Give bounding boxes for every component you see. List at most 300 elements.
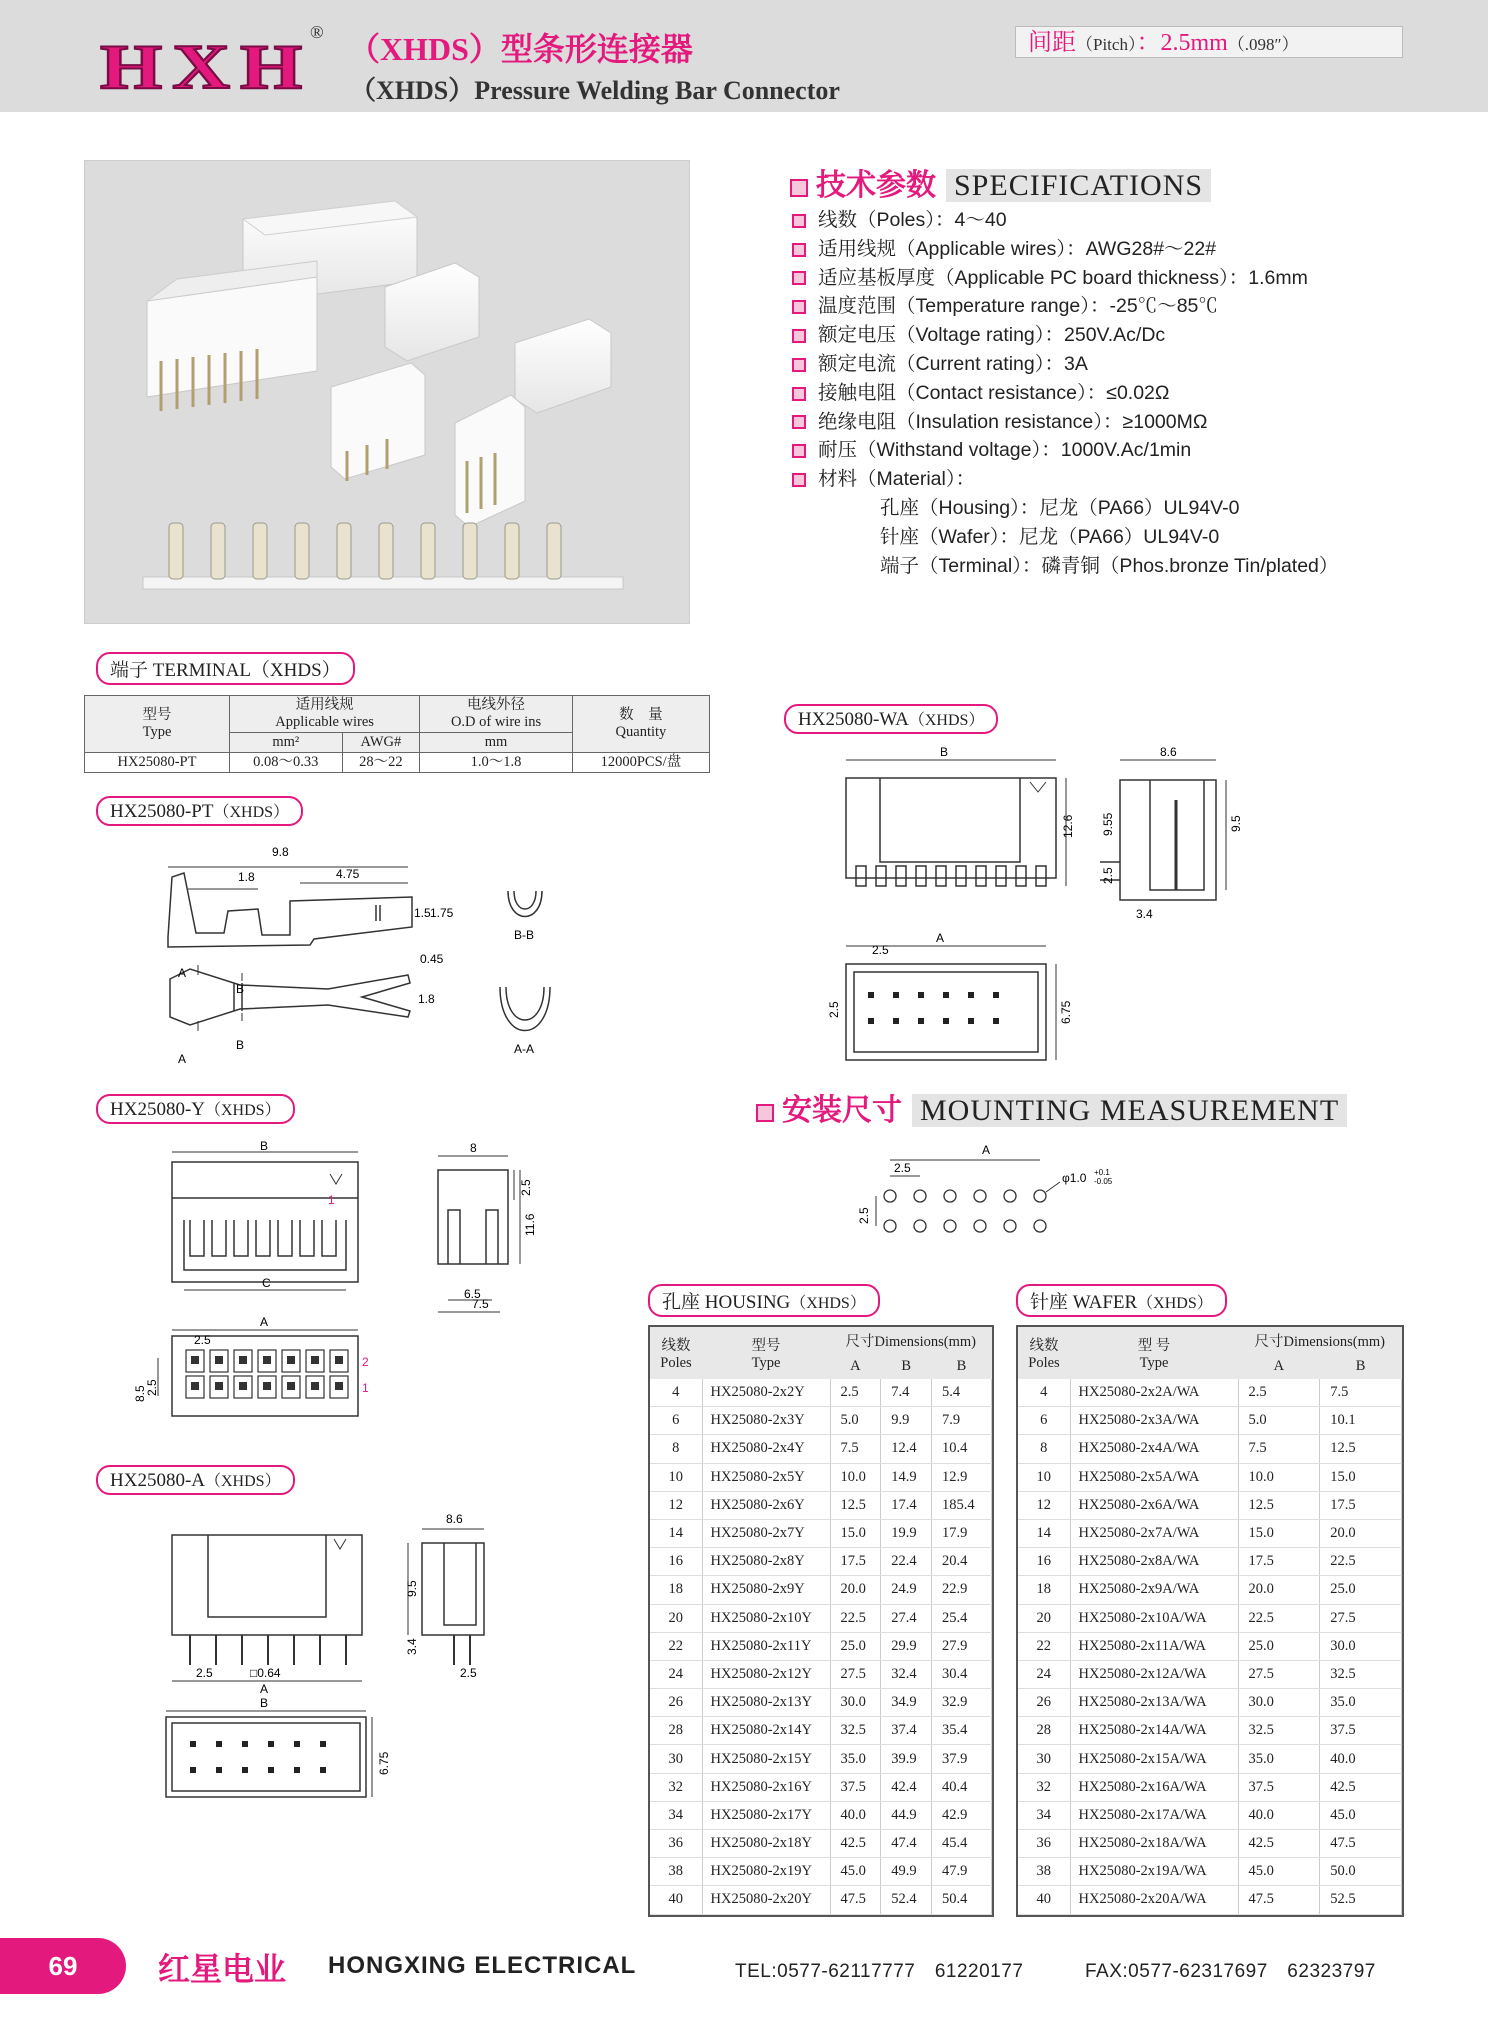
table-cell: 18 (650, 1576, 702, 1604)
section-label: A-A (514, 1042, 535, 1056)
table-cell: 27.5 (1320, 1604, 1402, 1632)
table-cell: 38 (650, 1858, 702, 1886)
header-od: 电线外径 O.D of wire ins (420, 696, 573, 733)
dim-label: 9.5 (1229, 815, 1243, 832)
table-cell: 30.0 (830, 1689, 881, 1717)
table-cell: 32.5 (1320, 1660, 1402, 1688)
table-cell: 36 (1018, 1830, 1070, 1858)
table-cell: 7.9 (932, 1407, 992, 1435)
table-cell: 8 (650, 1435, 702, 1463)
table-cell: 7.5 (830, 1435, 881, 1463)
brand-logo: HXH (100, 31, 313, 102)
dim-label: 1.5 (414, 906, 431, 920)
spec-item: 接触电阻（Contact resistance）：≤0.02Ω (792, 379, 1338, 408)
table-cell: HX25080-2x20Y (702, 1886, 830, 1914)
table-cell: HX25080-2x6Y (702, 1491, 830, 1519)
header-poles: 线数 Poles (1018, 1327, 1070, 1379)
table-cell: 12.4 (881, 1435, 932, 1463)
table-cell: 14 (650, 1519, 702, 1547)
table-cell: 25.0 (1320, 1576, 1402, 1604)
dim-label: B (940, 745, 949, 759)
table-cell: 10.0 (1238, 1463, 1320, 1491)
table-row (650, 1463, 992, 1491)
table-cell: HX25080-2x10Y (702, 1604, 830, 1632)
table-cell: 22.5 (1238, 1604, 1320, 1632)
table-cell: 17.5 (1238, 1548, 1320, 1576)
wafer-label: 针座 WAFER（XHDS） (1016, 1284, 1227, 1317)
dim-label: 3.4 (405, 1638, 419, 1655)
table-cell: 22.5 (830, 1604, 881, 1632)
table-row (1018, 1435, 1402, 1463)
table-cell: 19.9 (881, 1519, 932, 1547)
table-cell: 37.4 (881, 1717, 932, 1745)
table-row (1018, 1689, 1402, 1717)
table-cell: HX25080-2x6A/WA (1070, 1491, 1238, 1519)
square-bullet-icon (792, 300, 806, 314)
table-cell: HX25080-2x4A/WA (1070, 1435, 1238, 1463)
pitch-label-en: （Pitch） (1076, 35, 1137, 54)
wafer-table (1018, 1327, 1402, 1915)
pitch-inch: （.098″） (1227, 35, 1299, 54)
table-cell: 42.5 (1238, 1830, 1320, 1858)
table-cell: 47.5 (830, 1886, 881, 1914)
table-cell: 15.0 (1320, 1463, 1402, 1491)
housing-table (650, 1327, 992, 1915)
table-cell: 39.9 (881, 1745, 932, 1773)
dim-label: 2.5 (519, 1179, 533, 1196)
square-bullet-icon (792, 271, 806, 285)
table-cell: 26 (650, 1689, 702, 1717)
table-row (1018, 1407, 1402, 1435)
table-cell: HX25080-2x5A/WA (1070, 1463, 1238, 1491)
table-cell: HX25080-2x7A/WA (1070, 1519, 1238, 1547)
table-row (650, 1491, 992, 1519)
table-cell: HX25080-2x3A/WA (1070, 1407, 1238, 1435)
dim-label: B (260, 1696, 269, 1710)
dim-label: C (262, 1276, 271, 1290)
dim-label: 2.5 (460, 1666, 477, 1680)
section-marker: A (178, 966, 187, 980)
dim-label: 8.6 (446, 1512, 463, 1526)
housing-label: 孔座 HOUSING（XHDS） (648, 1284, 880, 1317)
company-name-cn: 红星电业 (158, 1950, 287, 1988)
specification-list (792, 206, 1338, 580)
table-cell: 50.0 (1320, 1858, 1402, 1886)
table-row (1018, 1548, 1402, 1576)
table-cell: 4 (1018, 1379, 1070, 1407)
table-cell: 5.4 (932, 1379, 992, 1407)
table-cell: HX25080-2x11Y (702, 1632, 830, 1660)
dim-label: 8.5 (133, 1385, 147, 1402)
dim-label: A (260, 1315, 269, 1329)
table-cell: HX25080-2x12A/WA (1070, 1660, 1238, 1688)
table-cell: 14.9 (881, 1463, 932, 1491)
table-cell: 10 (650, 1463, 702, 1491)
header-a: A (830, 1353, 881, 1379)
table-cell: 16 (650, 1548, 702, 1576)
table-cell: 12.5 (1320, 1435, 1402, 1463)
section-marker: B (236, 1038, 245, 1052)
table-row (1018, 1491, 1402, 1519)
table-row (650, 1773, 992, 1801)
terminal-label: 端子 TERMINAL（XHDS） (96, 652, 355, 685)
table-cell: HX25080-2x4Y (702, 1435, 830, 1463)
table-cell: 2.5 (830, 1379, 881, 1407)
table-cell: 32.5 (830, 1717, 881, 1745)
table-cell: HX25080-2x11A/WA (1070, 1632, 1238, 1660)
page-number: 69 (0, 1938, 126, 1994)
header-dimensions: 尺寸Dimensions(mm) (1238, 1327, 1402, 1353)
dim-tolerance: +0.1 (1094, 1168, 1110, 1177)
header-type: 型号 Type (702, 1327, 830, 1379)
table-cell: 14 (1018, 1519, 1070, 1547)
table-cell: HX25080-2x12Y (702, 1660, 830, 1688)
row-number: 1 (362, 1381, 369, 1395)
table-cell: HX25080-2x9Y (702, 1576, 830, 1604)
fax: FAX:0577-62317697 62323797 (1085, 1961, 1376, 1982)
table-cell: 20.4 (932, 1548, 992, 1576)
mounting-heading (756, 1085, 1347, 1129)
table-cell: 32.5 (1238, 1717, 1320, 1745)
table-cell: 30 (650, 1745, 702, 1773)
table-cell: 40.0 (830, 1801, 881, 1829)
table-row (650, 1858, 992, 1886)
table-cell: 12.5 (830, 1491, 881, 1519)
dim-label: 9.55 (1101, 812, 1115, 836)
table-cell: 10.4 (932, 1435, 992, 1463)
pt-label: HX25080-PT（XHDS） (96, 796, 303, 826)
table-cell: HX25080-2x19Y (702, 1858, 830, 1886)
table-cell: 35.0 (830, 1745, 881, 1773)
square-bullet-icon (792, 358, 806, 372)
table-cell: 40 (650, 1886, 702, 1914)
dim-label: A (982, 1143, 991, 1157)
pitch-sep: ： (1136, 30, 1161, 56)
table-cell: 42.4 (881, 1773, 932, 1801)
table-cell: 52.5 (1320, 1886, 1402, 1914)
table-cell: 17.5 (830, 1548, 881, 1576)
y-drawing (130, 1140, 550, 1430)
header-mm: mm (420, 733, 573, 753)
dim-label: 1.75 (430, 906, 454, 920)
table-cell: 40.0 (1320, 1745, 1402, 1773)
dim-label: φ1.0 (1062, 1171, 1087, 1185)
table-row (650, 1689, 992, 1717)
table-cell: 52.4 (881, 1886, 932, 1914)
table-cell: 25.4 (932, 1604, 992, 1632)
table-cell: 30.4 (932, 1660, 992, 1688)
dim-label: 2.5 (145, 1379, 159, 1396)
table-cell: 42.9 (932, 1801, 992, 1829)
product-photo-illustration (85, 161, 689, 623)
header-type: 型 号 Type (1070, 1327, 1238, 1379)
table-cell: 17.5 (1320, 1491, 1402, 1519)
header-quantity: 数 量 Quantity (572, 696, 709, 753)
table-cell: HX25080-2x8A/WA (1070, 1548, 1238, 1576)
dim-label: B (260, 1140, 269, 1153)
table-cell: 37.9 (932, 1745, 992, 1773)
table-row (650, 1519, 992, 1547)
telephone: TEL:0577-62117777 61220177 (735, 1961, 1024, 1982)
table-row (650, 1886, 992, 1914)
registered-mark: ® (310, 22, 324, 42)
header-b: B (881, 1353, 932, 1379)
table-row (650, 1435, 992, 1463)
table-cell: 40 (1018, 1886, 1070, 1914)
wa-label: HX25080-WA（XHDS） (784, 704, 998, 734)
table-cell: 35.0 (1238, 1745, 1320, 1773)
square-bullet-icon (792, 214, 806, 228)
table-cell: 5.0 (830, 1407, 881, 1435)
table-cell: HX25080-2x15Y (702, 1745, 830, 1773)
table-cell: 20 (1018, 1604, 1070, 1632)
table-cell: 47.9 (932, 1858, 992, 1886)
table-row (650, 1660, 992, 1688)
spec-item: 适用线规（Applicable wires）：AWG28#～22# (792, 235, 1338, 264)
table-row (650, 1632, 992, 1660)
table-cell: 32.9 (932, 1689, 992, 1717)
table-cell: 45.0 (1238, 1858, 1320, 1886)
table-cell: 35.4 (932, 1717, 992, 1745)
spec-title-en: SPECIFICATIONS (946, 169, 1211, 202)
dim-label: 0.45 (420, 952, 444, 966)
table-cell: 10.1 (1320, 1407, 1402, 1435)
table-cell: 44.9 (881, 1801, 932, 1829)
table-cell: HX25080-2x3Y (702, 1407, 830, 1435)
wa-drawing (820, 740, 1290, 1080)
table-cell: 22.4 (881, 1548, 932, 1576)
table-cell: HX25080-2x18Y (702, 1830, 830, 1858)
mounting-title-cn: 安装尺寸 (782, 1094, 902, 1127)
dim-label: 8 (470, 1141, 477, 1155)
table-cell: 20.0 (1238, 1576, 1320, 1604)
square-bullet-icon (792, 387, 806, 401)
dim-label: 2.5 (894, 1161, 911, 1175)
table-cell: 42.5 (1320, 1773, 1402, 1801)
dim-label: □0.64 (250, 1666, 281, 1680)
table-cell: 30 (1018, 1745, 1070, 1773)
table-cell: 16 (1018, 1548, 1070, 1576)
table-row (1018, 1858, 1402, 1886)
company-name-en: HONGXING ELECTRICAL (328, 1952, 637, 1979)
table-cell: 7.4 (881, 1379, 932, 1407)
table-cell: 12 (650, 1491, 702, 1519)
table-cell: 6 (650, 1407, 702, 1435)
table-row (650, 1379, 992, 1407)
table-cell: 4 (650, 1379, 702, 1407)
dim-label: 1.8 (418, 992, 435, 1006)
table-cell: 2.5 (1238, 1379, 1320, 1407)
title-chinese: （XHDS）型条形连接器 (348, 31, 693, 67)
table-cell: 22 (650, 1632, 702, 1660)
pitch-label-cn: 间距 (1028, 30, 1076, 56)
table-cell: HX25080-2x14A/WA (1070, 1717, 1238, 1745)
table-cell: 7.5 (1320, 1379, 1402, 1407)
table-cell: 10 (1018, 1463, 1070, 1491)
table-cell: 30.0 (1320, 1632, 1402, 1660)
table-cell: 22 (1018, 1632, 1070, 1660)
table-cell: 28 (1018, 1717, 1070, 1745)
dim-label: 9.8 (272, 845, 289, 859)
table-row (650, 1604, 992, 1632)
table-row (650, 1801, 992, 1829)
header-b2: B (932, 1353, 992, 1379)
dim-label: 2.5 (872, 943, 889, 957)
table-cell: HX25080-2x15A/WA (1070, 1745, 1238, 1773)
dim-label: 6.75 (377, 1751, 391, 1775)
spec-item: 线数（Poles）：4～40 (792, 206, 1338, 235)
table-cell: 36 (650, 1830, 702, 1858)
dim-label: 8.6 (1160, 745, 1177, 759)
table-cell: 8 (1018, 1435, 1070, 1463)
header-mm2: mm² (230, 733, 343, 753)
terminal-drawing (150, 835, 580, 1065)
table-cell: HX25080-2x9A/WA (1070, 1576, 1238, 1604)
pitch-box (1015, 26, 1403, 58)
table-cell: 45.0 (830, 1858, 881, 1886)
square-bullet-icon (792, 473, 806, 487)
mounting-title-en: MOUNTING MEASUREMENT (912, 1094, 1347, 1127)
table-cell: 10.0 (830, 1463, 881, 1491)
housing-table-box (648, 1325, 994, 1917)
table-row (1018, 1632, 1402, 1660)
dim-label: 2.5 (1101, 867, 1115, 884)
table-cell: HX25080-2x17Y (702, 1801, 830, 1829)
table-cell: 30.0 (1238, 1689, 1320, 1717)
header-wires: 适用线规 Applicable wires (230, 696, 420, 733)
section-label: B-B (514, 928, 535, 942)
table-cell: 20 (650, 1604, 702, 1632)
table-cell: 12 (1018, 1491, 1070, 1519)
table-cell: 32 (1018, 1773, 1070, 1801)
table-row (1018, 1463, 1402, 1491)
table-row (650, 1830, 992, 1858)
table-cell: 29.9 (881, 1632, 932, 1660)
table-row (650, 1407, 992, 1435)
table-row (1018, 1717, 1402, 1745)
table-cell: HX25080-2x19A/WA (1070, 1858, 1238, 1886)
a-drawing (150, 1505, 540, 1805)
section-marker: B (236, 982, 245, 996)
spec-item: 温度范围（Temperature range）：-25℃～85℃ (792, 292, 1338, 321)
table-cell: HX25080-2x2Y (702, 1379, 830, 1407)
header-type: 型号 Type (85, 696, 230, 753)
table-cell: 15.0 (1238, 1519, 1320, 1547)
table-row: HX25080-PT 0.08～0.33 28～22 1.0～1.8 12000PCS/盘 (85, 753, 710, 773)
table-row (650, 1548, 992, 1576)
table-cell: 9.9 (881, 1407, 932, 1435)
square-bullet-icon (756, 1104, 774, 1122)
table-cell: 24 (650, 1660, 702, 1688)
dim-label: 1.8 (238, 870, 255, 884)
table-cell: 12.9 (932, 1463, 992, 1491)
a-label: HX25080-A（XHDS） (96, 1465, 295, 1495)
square-bullet-icon (792, 329, 806, 343)
table-cell: 20.0 (1320, 1519, 1402, 1547)
header-poles: 线数 Poles (650, 1327, 702, 1379)
table-row (650, 1576, 992, 1604)
table-cell: HX25080-2x13Y (702, 1689, 830, 1717)
header-awg: AWG# (342, 733, 420, 753)
table-cell: 27.5 (830, 1660, 881, 1688)
spec-item: 绝缘电阻（Insulation resistance）：≥1000MΩ (792, 408, 1338, 437)
dim-tolerance: -0.05 (1094, 1177, 1113, 1186)
dim-label: 4.75 (336, 867, 360, 881)
terminal-table (84, 695, 710, 773)
table-cell: HX25080-2x16Y (702, 1773, 830, 1801)
square-bullet-icon (792, 415, 806, 429)
table-cell: 42.5 (830, 1830, 881, 1858)
table-cell: 15.0 (830, 1519, 881, 1547)
table-cell: 38 (1018, 1858, 1070, 1886)
table-cell: 185.4 (932, 1491, 992, 1519)
table-cell: 45.4 (932, 1830, 992, 1858)
spec-item: 材料（Material）： (792, 465, 1338, 494)
dim-label: 12.6 (1061, 814, 1075, 838)
dim-label: 2.5 (857, 1207, 871, 1224)
table-cell: HX25080-2x16A/WA (1070, 1773, 1238, 1801)
table-row (1018, 1519, 1402, 1547)
table-cell: 49.9 (881, 1858, 932, 1886)
table-cell: 27.9 (932, 1632, 992, 1660)
table-row (1018, 1604, 1402, 1632)
table-cell: HX25080-2x18A/WA (1070, 1830, 1238, 1858)
table-row (1018, 1576, 1402, 1604)
table-cell: 22.9 (932, 1576, 992, 1604)
dim-label: 7.5 (472, 1297, 489, 1311)
table-cell: 37.5 (830, 1773, 881, 1801)
table-cell: 32.4 (881, 1660, 932, 1688)
table-cell: 35.0 (1320, 1689, 1402, 1717)
material-item: 端子（Terminal）：磷青铜（Phos.bronze Tin/plated） (880, 554, 1339, 577)
table-cell: 47.5 (1320, 1830, 1402, 1858)
dim-label: 6.5 (464, 1287, 481, 1301)
table-row (650, 1717, 992, 1745)
row-number: 1 (328, 1193, 335, 1207)
table-cell: 26 (1018, 1689, 1070, 1717)
table-cell: 24 (1018, 1660, 1070, 1688)
spec-item: 额定电压（Voltage rating）：250V.Ac/Dc (792, 321, 1338, 350)
dim-label: 3.4 (1136, 907, 1153, 921)
spec-item: 适应基板厚度（Applicable PC board thickness）：1.6mm (792, 264, 1338, 293)
material-item: 孔座（Housing）：尼龙（PA66）UL94V-0 (880, 496, 1240, 519)
table-cell: 47.5 (1238, 1886, 1320, 1914)
table-cell: 25.0 (830, 1632, 881, 1660)
table-row (1018, 1773, 1402, 1801)
table-row (1018, 1745, 1402, 1773)
table-cell: HX25080-2x14Y (702, 1717, 830, 1745)
table-cell: 32 (650, 1773, 702, 1801)
table-row (1018, 1660, 1402, 1688)
table-cell: 45.0 (1320, 1801, 1402, 1829)
dim-label: A (936, 931, 945, 945)
row-number: 2 (362, 1355, 369, 1369)
dim-label: 2.5 (196, 1666, 213, 1680)
table-cell: 37.5 (1238, 1773, 1320, 1801)
dim-label: A (260, 1682, 269, 1696)
square-bullet-icon (790, 179, 808, 197)
dim-label: 6.75 (1059, 1000, 1073, 1024)
table-cell: 17.9 (932, 1519, 992, 1547)
table-row (1018, 1886, 1402, 1914)
table-row (1018, 1830, 1402, 1858)
table-cell: 24.9 (881, 1576, 932, 1604)
table-cell: HX25080-2x8Y (702, 1548, 830, 1576)
table-cell: 40.4 (932, 1773, 992, 1801)
table-cell: 40.0 (1238, 1801, 1320, 1829)
table-cell: 5.0 (1238, 1407, 1320, 1435)
header-b: B (1320, 1353, 1402, 1379)
